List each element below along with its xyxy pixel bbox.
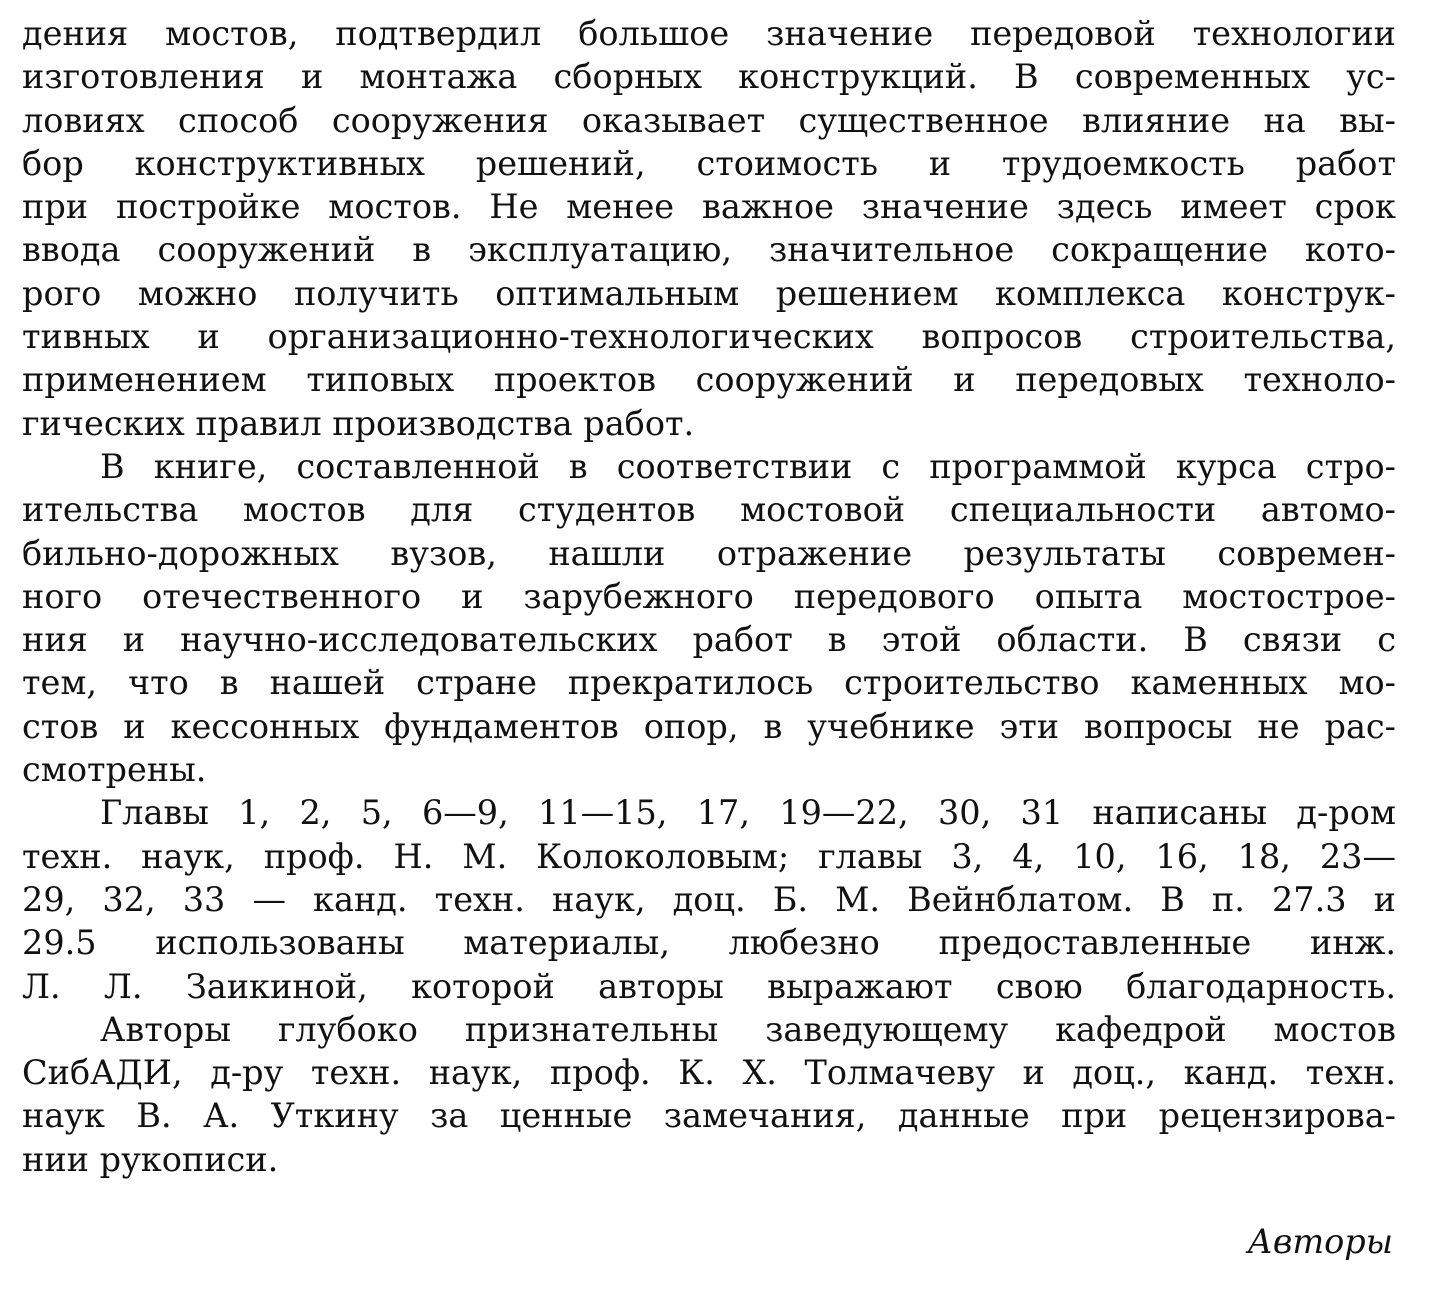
text-line: нии рукописи. (22, 1139, 279, 1179)
text-line: 29.5 использованы материалы, любезно предоставленные инж. (22, 923, 1396, 963)
text-line: дения мостов, подтвердил большое значение передовой технологии (22, 14, 1396, 53)
authors-signature: Авторы (1247, 1222, 1393, 1261)
text-line: СибАДИ, д-ру техн. наук, проф. К. Х. Толмачеву и доц., канд. техн. (22, 1053, 1396, 1093)
text-line: ния и научно-исследовательских работ в этой области. В связи с (22, 620, 1396, 660)
text-line: при постройке мостов. Не менее важное значение здесь имеет срок (22, 187, 1396, 227)
text-line: ловиях способ сооружения оказывает существенное влияние на вы- (22, 100, 1396, 140)
text-line: техн. наук, проф. Н. М. Колоколовым; главы 3, 4, 10, 16, 18, 23— (22, 836, 1396, 876)
text-line: ительства мостов для студентов мостовой специальности автомо- (22, 490, 1396, 530)
text-line: ного отечественного и зарубежного передового опыта мостострое- (22, 576, 1396, 616)
text-line: В книге, составленной в соответствии с программой курса стро- (100, 446, 1396, 486)
text-line: ввода сооружений в эксплуатацию, значительное сокращение кото- (22, 230, 1396, 270)
paragraph-1 (22, 12, 1396, 445)
text-line: гических правил производства работ. (22, 403, 695, 443)
text-line: тем, что в нашей стране прекратилось строительство каменных мо- (22, 663, 1396, 703)
text-line: Л. Л. Заикиной, которой авторы выражают свою благодарность. (22, 966, 1396, 1006)
text-line: бильно-дорожных вузов, нашли отражение результаты современ- (22, 533, 1396, 573)
text-line: изготовления и монтажа сборных конструкций. В современных ус- (22, 57, 1396, 97)
paragraph-4 (22, 1008, 1396, 1181)
text-line: 29, 32, 33 — канд. техн. наук, доц. Б. М. Вейнблатом. В п. 27.3 и (22, 879, 1396, 919)
text-line: Авторы глубоко признательны заведующему кафедрой мостов (100, 1009, 1396, 1049)
text-line: смотрены. (22, 750, 207, 790)
text-line: применением типовых проектов сооружений и передовых техноло- (22, 360, 1396, 400)
text-line: стов и кессонных фундаментов опор, в учебнике эти вопросы не рас- (22, 706, 1396, 746)
text-line: Главы 1, 2, 5, 6—9, 11—15, 17, 19—22, 30, 31 написаны д-ром (100, 793, 1396, 833)
document-page (22, 12, 1396, 1181)
text-line: рого можно получить оптимальным решением комплекса конструк- (22, 273, 1396, 313)
paragraph-3 (22, 791, 1396, 1007)
paragraph-2 (22, 445, 1396, 791)
text-line: бор конструктивных решений, стоимость и трудоемкость работ (22, 143, 1396, 183)
text-line: тивных и организационно-технологических вопросов строительства, (22, 317, 1396, 357)
text-line: наук В. А. Уткину за ценные замечания, данные при рецензирова- (22, 1096, 1396, 1136)
